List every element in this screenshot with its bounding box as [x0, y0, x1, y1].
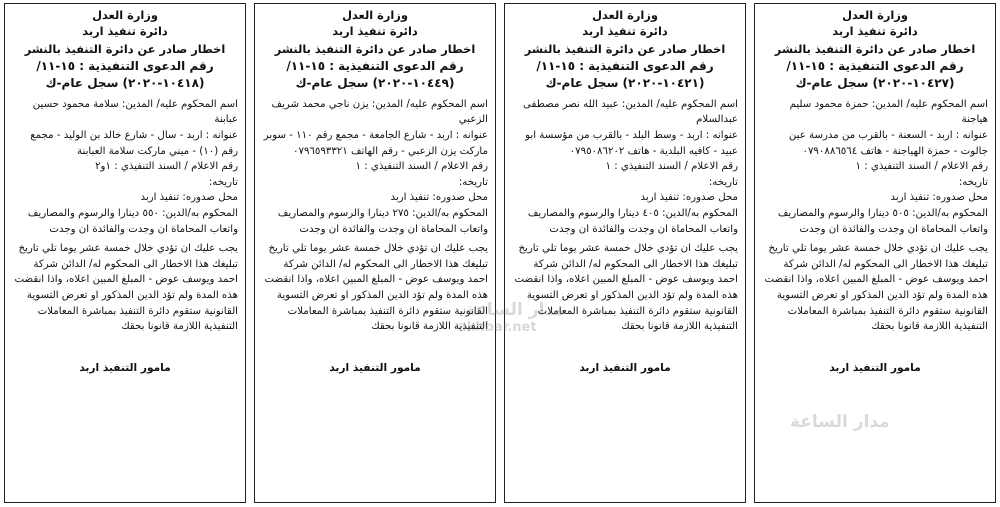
notice-2 [504, 3, 746, 503]
case-number-line2: (١٠٤١٨-٢٠٢٠) سجل عام-ك [45, 76, 205, 91]
defendant-address: عنوانه : اربد - سال - شارع خالد بن الوليد - مجمع رقم (١٠) - ميني ماركت سلامة العبابنة [30, 129, 238, 157]
notice-body: يجب عليك ان تؤدي خلال خمسة عشر يوما تلي تاريخ تبليغك هذا الاخطار الى المحكوم له/ الدائن شركة احمد ويوسف عوض - المبلغ المبين اعلاه، واذا انقضت هذه المدة ولم تؤد الدين المذكور او تعرض التسوية القانونية ستقوم دائرة التنفيذ بمباشرة المعاملات التنفيذية اللازمة قانونا بحقك [264, 243, 488, 333]
judgment-amount: المحكوم به/الدين: ٢٧٥ دينارا والرسوم والمصاريف واتعاب المحاماة ان وجدت والفائدة ان وجدت [277, 207, 488, 235]
notice-title: اخطار صادر عن دائرة التنفيذ بالنشر [524, 42, 726, 57]
ministry-heading: وزارة العدل [92, 8, 158, 22]
ministry-heading: وزارة العدل [342, 8, 408, 22]
department-heading: دائرة تنفيذ اربد [82, 23, 168, 38]
signature: مامور التنفيذ اربد [329, 361, 421, 374]
notice-date: تاريخه: [208, 176, 238, 188]
notice-number: رقم الاعلام / السند التنفيذي : ١و٢ [95, 161, 238, 173]
case-number-line2: (١٠٤٢١-٢٠٢٠) سجل عام-ك [545, 76, 705, 91]
issued-at: محل صدوره: تنفيذ اربد [640, 192, 738, 204]
notice-number: رقم الاعلام / السند التنفيذي : ١ [605, 161, 738, 173]
judgment-amount: المحكوم به/الدين: ٤٠٥ دينارا والرسوم والمصاريف واتعاب المحاماة ان وجدت والفائدة ان وجدت [527, 207, 738, 235]
notice-body: يجب عليك ان تؤدي خلال خمسة عشر يوما تلي تاريخ تبليغك هذا الاخطار الى المحكوم له/ الدائن شركة احمد ويوسف عوض - المبلغ المبين اعلاه، واذا انقضت هذه المدة ولم تؤد الدين المذكور او تعرض التسوية القانونية ستقوم دائرة التنفيذ بمباشرة المعاملات التنفيذية اللازمة قانونا بحقك [514, 243, 738, 333]
defendant-address: عنوانه : اربد - السعنة - بالقرب من مدرسة عين جالوت - حمزة الهياجنة - هاتف ٠٧٩٠٨٨٦٥٦٤ [788, 129, 988, 157]
judgment-amount: المحكوم به/الدين: ٥٥٠ دينارا والرسوم والمصاريف واتعاب المحاماة ان وجدت والفائدة ان وجدت [27, 207, 238, 235]
notice-4 [4, 3, 246, 503]
ministry-heading: وزارة العدل [842, 8, 908, 22]
department-heading: دائرة تنفيذ اربد [832, 23, 918, 38]
case-number-line2: (١٠٤٤٩-٢٠٢٠) سجل عام-ك [295, 76, 455, 91]
signature: مامور التنفيذ اربد [79, 361, 171, 374]
department-heading: دائرة تنفيذ اربد [332, 23, 418, 38]
notice-title: اخطار صادر عن دائرة التنفيذ بالنشر [24, 42, 226, 57]
defendant-name: اسم المحكوم عليه/ المدين: عبيد الله نصر مصطفى عبدالسلام [523, 98, 738, 126]
notice-1 [754, 3, 996, 503]
notice-number: رقم الاعلام / السند التنفيذي : ١ [855, 161, 988, 173]
case-number: رقم الدعوى التنفيذية : ١٥-١١/ [286, 58, 464, 73]
department-heading: دائرة تنفيذ اربد [582, 23, 668, 38]
ministry-heading: وزارة العدل [592, 8, 658, 22]
issued-at: محل صدوره: تنفيذ اربد [390, 192, 488, 204]
issued-at: محل صدوره: تنفيذ اربد [140, 192, 238, 204]
notice-3 [254, 3, 496, 503]
notice-date: تاريخه: [458, 176, 488, 188]
defendant-name: اسم المحكوم عليه/ المدين: يزن ناجي محمد شريف الزعبي [271, 98, 488, 126]
watermark-text-2: مدار الساعة [790, 412, 890, 432]
notice-title: اخطار صادر عن دائرة التنفيذ بالنشر [274, 42, 476, 57]
case-number: رقم الدعوى التنفيذية : ١٥-١١/ [786, 58, 964, 73]
notice-body: يجب عليك ان تؤدي خلال خمسة عشر يوما تلي تاريخ تبليغك هذا الاخطار الى المحكوم له/ الدائن شركة احمد ويوسف عوض - المبلغ المبين اعلاه، واذا انقضت هذه المدة ولم تؤد الدين المذكور او تعرض التسوية القانونية ستقوم دائرة التنفيذ بمباشرة المعاملات التنفيذية اللازمة قانونا بحقك [14, 243, 238, 333]
watermark-url: akhbar.net [458, 320, 537, 335]
case-number-line2: (١٠٤٢٧-٢٠٢٠) سجل عام-ك [795, 76, 955, 91]
case-number: رقم الدعوى التنفيذية : ١٥-١١/ [36, 58, 214, 73]
judgment-amount: المحكوم به/الدين: ٥٠٥ دينارا والرسوم والمصاريف واتعاب المحاماة ان وجدت والفائدة ان وجدت [777, 207, 988, 235]
notice-date: تاريخه: [708, 176, 738, 188]
defendant-name: اسم المحكوم عليه/ المدين: حمزة محمود سليم هياجنة [789, 98, 988, 126]
notice-number: رقم الاعلام / السند التنفيذي : ١ [355, 161, 488, 173]
notice-date: تاريخه: [958, 176, 988, 188]
signature: مامور التنفيذ اربد [829, 361, 921, 374]
issued-at: محل صدوره: تنفيذ اربد [890, 192, 988, 204]
defendant-name: اسم المحكوم عليه/ المدين: سلامة محمود حسين عبابنة [32, 98, 238, 126]
defendant-address: عنوانه : اربد - وسط البلد - بالقرب من مؤسسة ابو عبيد - كافيه البلدية - هاتف ٠٧٩٥٠٨٦٢٠٢ [525, 129, 738, 157]
notice-body: يجب عليك ان تؤدي خلال خمسة عشر يوما تلي تاريخ تبليغك هذا الاخطار الى المحكوم له/ الدائن شركة احمد ويوسف عوض - المبلغ المبين اعلاه، واذا انقضت هذه المدة ولم تؤد الدين المذكور او تعرض التسوية القانونية ستقوم دائرة التنفيذ بمباشرة المعاملات التنفيذية اللازمة قانونا بحقك [764, 243, 988, 333]
notice-title: اخطار صادر عن دائرة التنفيذ بالنشر [774, 42, 976, 57]
watermark-text: مدار الساعة [465, 300, 565, 320]
signature: مامور التنفيذ اربد [579, 361, 671, 374]
defendant-address: عنوانه : اربد - شارع الجامعة - مجمع رقم ١١٠ - سوبر ماركت يزن الزعبي - رقم الهاتف ٠٧٩٦٥٩٣٣٢١ [263, 129, 488, 157]
case-number: رقم الدعوى التنفيذية : ١٥-١١/ [536, 58, 714, 73]
